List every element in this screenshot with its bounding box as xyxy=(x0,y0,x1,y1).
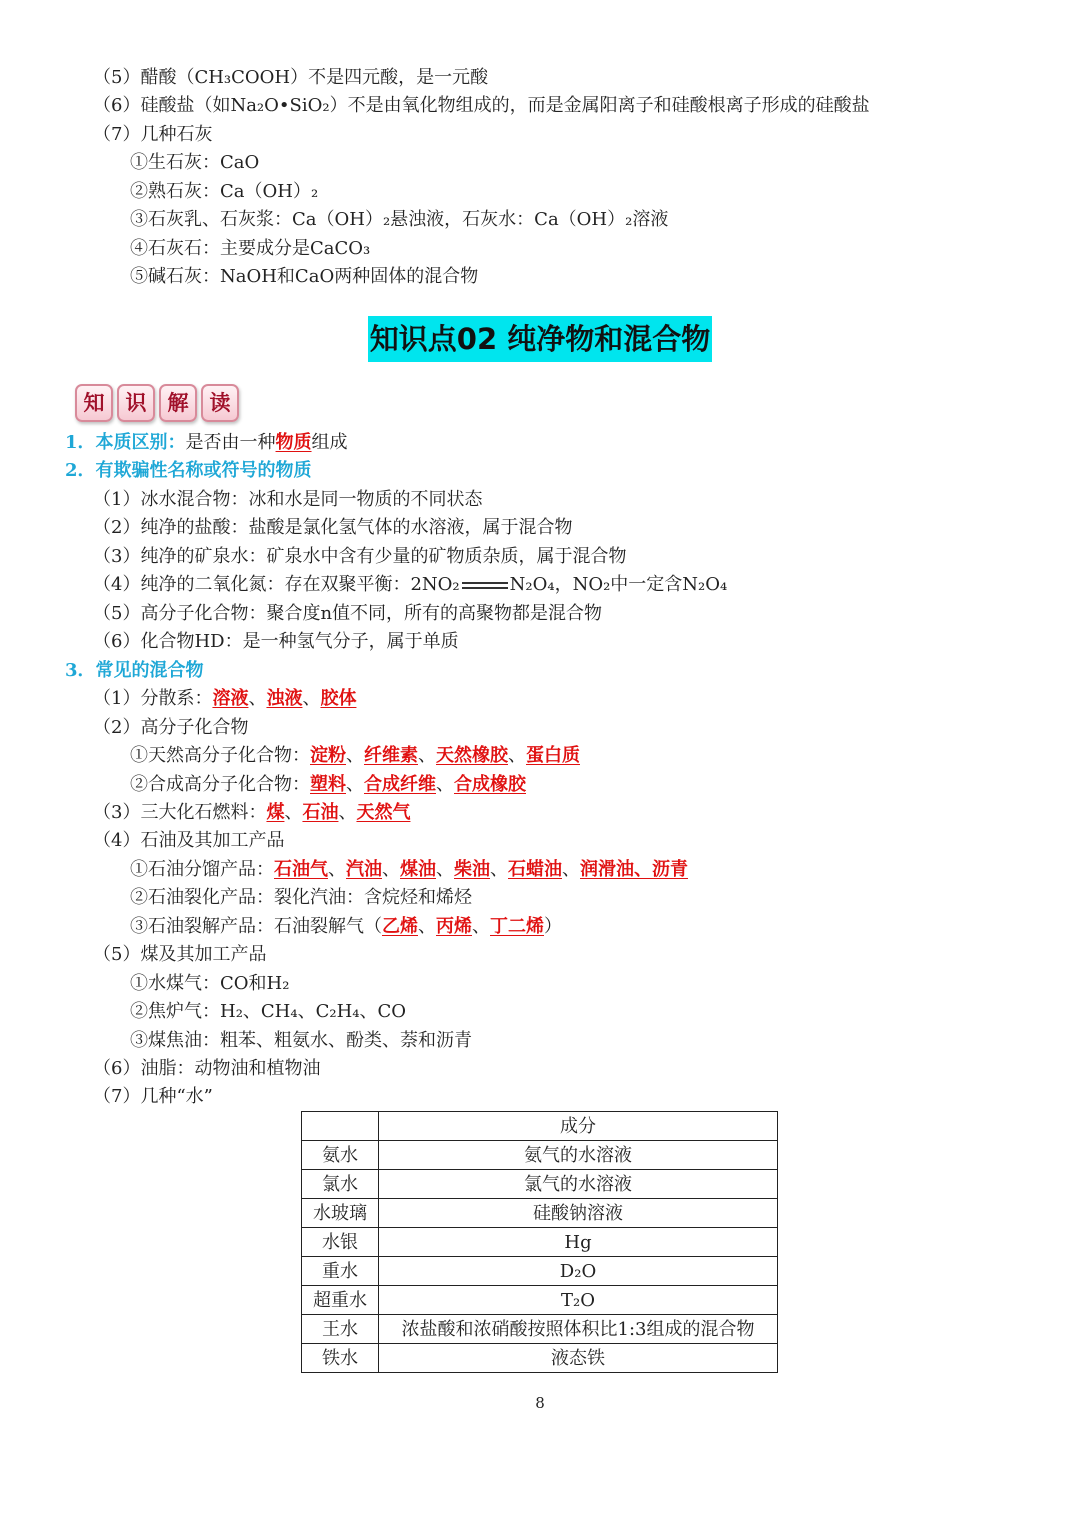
text: N₂O₄，NO₂中一定含N₂O₄ xyxy=(509,574,728,595)
waters-table xyxy=(301,1111,778,1373)
cracking-products: ②石油裂化产品：裂化汽油：含烷烃和烯烃 xyxy=(130,887,472,908)
fractionation-products: ①石油分馏产品：石油气、汽油、煤油、柴油、石蜡油、润滑油、沥青 xyxy=(130,859,688,880)
key-term: 天然气 xyxy=(356,802,411,823)
section-banner: 知识点02 纯净物和混合物 xyxy=(368,316,712,362)
list-item: （3）纯净的矿泉水：矿泉水中含有少量的矿物质杂质，属于混合物 xyxy=(93,546,627,567)
equilibrium-arrow-icon xyxy=(460,578,510,592)
table-row xyxy=(302,1315,778,1344)
badge: 识 xyxy=(117,384,155,422)
text: （4）纯净的二氧化氮：存在双聚平衡：2NO₂ xyxy=(93,574,460,595)
table-cell: 硅酸钠溶液 xyxy=(379,1199,778,1228)
key-term: 丁二烯 xyxy=(490,916,544,937)
key-term: 石油气 xyxy=(274,859,328,880)
table-cell: 王水 xyxy=(302,1315,379,1344)
table-cell: 液态铁 xyxy=(379,1344,778,1373)
text: 组成 xyxy=(311,432,348,453)
heading-3: 3．常见的混合物 xyxy=(65,660,204,681)
table-row xyxy=(302,1141,778,1170)
dispersion-systems: （1）分散系：溶液、浊液、胶体 xyxy=(93,688,357,709)
key-term: 溶液 xyxy=(212,688,249,709)
badge: 读 xyxy=(201,384,239,422)
table-cell: 重水 xyxy=(302,1257,379,1286)
coal-heading: （5）煤及其加工产品 xyxy=(93,944,267,965)
heading-2: 2．有欺骗性名称或符号的物质 xyxy=(65,460,312,481)
badge: 解 xyxy=(159,384,197,422)
key-term: 乙烯 xyxy=(382,916,418,937)
list-item: （1）冰水混合物：冰和水是同一物质的不同状态 xyxy=(93,489,483,510)
coal-item: ③煤焦油：粗苯、粗氨水、酚类、萘和沥青 xyxy=(130,1030,472,1051)
list-item-no2 xyxy=(93,573,727,597)
badge: 知 xyxy=(75,384,113,422)
key-term: 丙烯 xyxy=(436,916,472,937)
table-cell: 水玻璃 xyxy=(302,1199,379,1228)
text: 是否由一种 xyxy=(185,432,276,453)
table-row xyxy=(302,1170,778,1199)
key-term: 塑料 xyxy=(310,774,346,795)
key-term: 石蜡油 xyxy=(508,859,562,880)
fats-item: （6）油脂：动物油和植物油 xyxy=(93,1058,321,1079)
heading-1: 1．本质区别： xyxy=(65,432,186,453)
knowledge-badges xyxy=(75,384,239,422)
text: ） xyxy=(544,916,562,937)
waters-heading: （7）几种“水” xyxy=(93,1086,213,1107)
table-row xyxy=(302,1228,778,1257)
table-header-row xyxy=(302,1112,778,1141)
table-row xyxy=(302,1257,778,1286)
label: （3）三大化石燃料： xyxy=(93,802,267,823)
lime-item: ④石灰石：主要成分是CaCO₃ xyxy=(130,238,371,259)
table-cell: 氯气的水溶液 xyxy=(379,1170,778,1199)
item-acetic-acid: （5）醋酸（CH₃COOH）不是四元酸，是一元酸 xyxy=(93,67,489,88)
table-cell: D₂O xyxy=(379,1257,778,1286)
table-cell: 水银 xyxy=(302,1228,379,1257)
item-silicate: （6）硅酸盐（如Na₂O•SiO₂）不是由氧化物组成的，而是金属阳离子和硅酸根离子形成的硅酸盐 xyxy=(93,95,870,116)
page-number: 8 xyxy=(535,1394,545,1412)
label: ③石油裂解产品：石油裂解气（ xyxy=(130,916,382,937)
coal-item: ②焦炉气：H₂、CH₄、C₂H₄、CO xyxy=(130,1001,407,1022)
key-term: 合成橡胶 xyxy=(454,774,526,795)
item-lime-heading: （7）几种石灰 xyxy=(93,124,213,145)
key-term: 浊液 xyxy=(266,688,303,709)
key-term: 汽油 xyxy=(346,859,382,880)
table-cell: 超重水 xyxy=(302,1286,379,1315)
fossil-fuels: （3）三大化石燃料：煤、石油、天然气 xyxy=(93,802,411,823)
natural-polymers: ①天然高分子化合物：淀粉、纤维素、天然橡胶、蛋白质 xyxy=(130,745,580,766)
polymer-heading: （2）高分子化合物 xyxy=(93,717,249,738)
essential-difference xyxy=(65,431,348,455)
key-term: 润滑油、沥青 xyxy=(580,859,688,880)
synthetic-polymers: ②合成高分子化合物：塑料、合成纤维、合成橡胶 xyxy=(130,774,526,795)
petroleum-heading: （4）石油及其加工产品 xyxy=(93,830,285,851)
key-term: 蛋白质 xyxy=(526,745,580,766)
key-term: 淀粉 xyxy=(310,745,346,766)
lime-item: ②熟石灰：Ca（OH）₂ xyxy=(130,181,319,202)
list-item: （5）高分子化合物：聚合度n值不同，所有的高聚物都是混合物 xyxy=(93,603,603,624)
table-cell: T₂O xyxy=(379,1286,778,1315)
table-cell: 氨气的水溶液 xyxy=(379,1141,778,1170)
table-cell: 氨水 xyxy=(302,1141,379,1170)
list-item: （2）纯净的盐酸：盐酸是氯化氢气体的水溶液，属于混合物 xyxy=(93,517,573,538)
key-term: 物质 xyxy=(275,432,312,453)
key-term: 煤 xyxy=(266,802,285,823)
key-term: 合成纤维 xyxy=(364,774,436,795)
label: （1）分散系： xyxy=(93,688,213,709)
table-cell: 氯水 xyxy=(302,1170,379,1199)
lime-item: ⑤碱石灰：NaOH和CaO两种固体的混合物 xyxy=(130,266,479,287)
table-header-cell: 成分 xyxy=(379,1112,778,1141)
table-cell: 铁水 xyxy=(302,1344,379,1373)
table-row xyxy=(302,1344,778,1373)
pyrolysis-products: ③石油裂解产品：石油裂解气（乙烯、丙烯、丁二烯） xyxy=(130,916,562,937)
lime-item: ③石灰乳、石灰浆：Ca（OH）₂悬浊液，石灰水：Ca（OH）₂溶液 xyxy=(130,209,669,230)
table-row xyxy=(302,1286,778,1315)
key-term: 煤油 xyxy=(400,859,436,880)
list-item: （6）化合物HD：是一种氢气分子，属于单质 xyxy=(93,631,459,652)
lime-item: ①生石灰：CaO xyxy=(130,152,260,173)
key-term: 天然橡胶 xyxy=(436,745,508,766)
label: ①石油分馏产品： xyxy=(130,859,274,880)
table-row xyxy=(302,1199,778,1228)
label: ①天然高分子化合物： xyxy=(130,745,310,766)
key-term: 柴油 xyxy=(454,859,490,880)
key-term: 胶体 xyxy=(320,688,357,709)
table-cell: Hg xyxy=(379,1228,778,1257)
label: ②合成高分子化合物： xyxy=(130,774,310,795)
key-term: 纤维素 xyxy=(364,745,418,766)
table-cell: 浓盐酸和浓硝酸按照体积比1:3组成的混合物 xyxy=(379,1315,778,1344)
key-term: 石油 xyxy=(302,802,339,823)
coal-item: ①水煤气：CO和H₂ xyxy=(130,973,290,994)
table-header-cell xyxy=(302,1112,379,1141)
